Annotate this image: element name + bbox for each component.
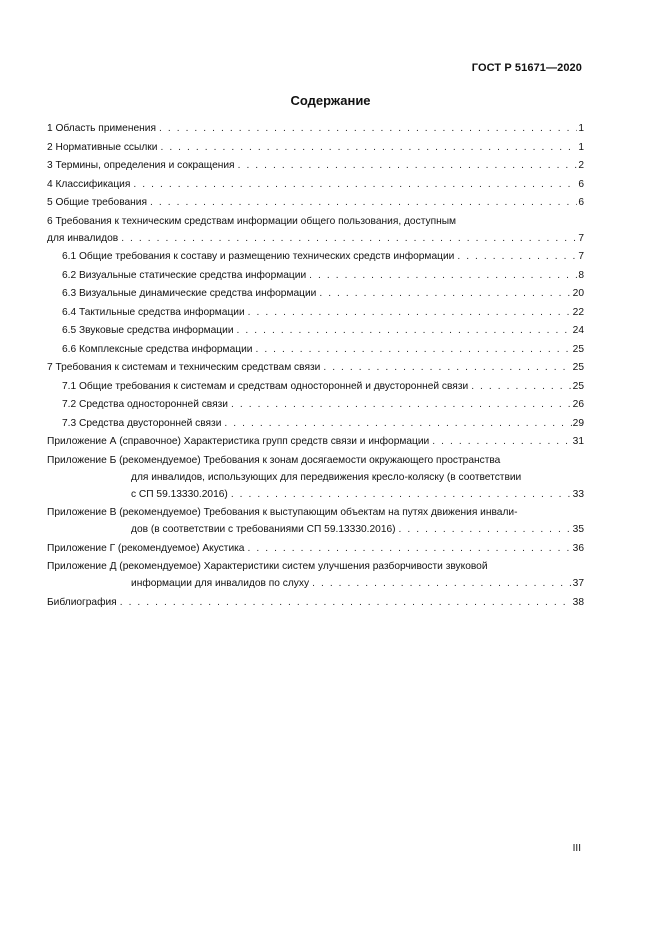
document-code: ГОСТ Р 51671—2020	[471, 62, 582, 74]
toc-entry-label-line: Приложение В (рекомендуемое) Требования к выступающим объектам на путях движения инвали-	[47, 507, 518, 518]
toc-entry-page: 7	[578, 232, 584, 244]
toc-entry[interactable]	[47, 380, 584, 394]
toc-entry-page: 31	[572, 436, 584, 447]
toc-title: Содержание	[290, 93, 371, 108]
toc-entry-label: 7.1 Общие требования к системам и средствам односторонней и двусторонней связи	[62, 380, 469, 392]
toc-entry-label-line: 6 Требования к техническим средствам информации общего пользования, доступным	[47, 215, 457, 227]
toc-entry-page: 8	[578, 269, 584, 281]
toc-entry-page: 6	[578, 197, 584, 208]
toc-entry-label: 3 Термины, определения и сокращения	[47, 160, 235, 171]
toc-entry-page: 7	[578, 251, 584, 262]
dot-leader	[457, 250, 577, 264]
toc-entry-label: 1 Область применения	[47, 123, 156, 134]
dot-leader	[159, 122, 577, 136]
toc-entry-page: 6	[578, 178, 584, 190]
toc-entry-page: 25	[572, 343, 584, 355]
toc-entry-label: 6.5 Звуковые средства информации	[62, 325, 234, 336]
dot-leader	[150, 196, 577, 210]
dot-leader	[120, 596, 572, 610]
toc-entry-page: 35	[572, 524, 584, 535]
toc-entry-label: 7.3 Средства двусторонней связи	[62, 417, 222, 429]
toc-entry[interactable]	[47, 324, 584, 338]
toc-entry-page: 37	[572, 578, 584, 589]
toc-entry[interactable]	[47, 506, 584, 537]
toc-entry-label: с СП 59.13330.2016)	[131, 488, 228, 500]
toc-entry-label: 6.2 Визуальные статические средства информации	[62, 269, 307, 281]
toc-entry-label: 6.1 Общие требования к составу и размещению технических средств информации	[62, 251, 455, 262]
toc-entry[interactable]	[47, 435, 584, 449]
dot-leader	[238, 159, 578, 173]
dot-leader	[323, 361, 571, 375]
toc-entry[interactable]	[47, 159, 584, 173]
toc-entry-page: 1	[578, 123, 584, 134]
toc-entry-page: 33	[572, 488, 584, 500]
toc-entry-page: 36	[572, 542, 584, 554]
toc-entry-label: 6.6 Комплексные средства информации	[62, 343, 253, 355]
dot-leader	[255, 343, 571, 357]
toc-entry-label-line: Приложение Б (рекомендуемое) Требования к зонам досягаемости окружающего пространства	[47, 454, 501, 466]
toc-entry[interactable]	[47, 287, 584, 301]
toc-entry-label: Библиография	[47, 596, 117, 608]
toc-entry-page: 24	[572, 325, 584, 336]
page-number: III	[572, 843, 581, 854]
toc-entry-page: 1	[578, 141, 584, 153]
dot-leader	[247, 542, 571, 556]
dot-leader	[121, 232, 577, 246]
toc-entry-label-line: Приложение Д (рекомендуемое) Характеристики систем улучшения разборчивости звуковой	[47, 561, 488, 572]
toc-entry-label: 4 Классификация	[47, 178, 131, 190]
dot-leader	[237, 324, 572, 338]
toc-entry[interactable]	[47, 122, 584, 136]
dot-leader	[160, 141, 577, 155]
dot-leader	[224, 417, 571, 431]
toc-entry[interactable]	[47, 269, 584, 283]
toc-entry-label: 7.2 Средства односторонней связи	[62, 399, 228, 410]
toc-entry[interactable]	[47, 178, 584, 192]
toc-entry-label: дов (в соответствии с требованиями СП 59.13330.2016)	[131, 524, 396, 535]
toc-entry-page: 38	[572, 596, 584, 608]
toc-entry[interactable]	[47, 361, 584, 375]
dot-leader	[133, 178, 577, 192]
dot-leader	[312, 577, 572, 591]
toc-entry-label: 6.4 Тактильные средства информации	[62, 306, 245, 318]
table-of-contents	[47, 122, 584, 610]
toc-entry-label: 5 Общие требования	[47, 197, 148, 208]
toc-entry-label: 6.3 Визуальные динамические средства информации	[62, 288, 317, 299]
toc-entry[interactable]	[47, 542, 584, 556]
dot-leader	[432, 435, 571, 449]
toc-entry[interactable]	[47, 398, 584, 412]
toc-entry[interactable]	[47, 141, 584, 155]
dot-leader	[309, 269, 577, 283]
toc-entry[interactable]	[47, 560, 584, 591]
toc-entry-label-line: для инвалидов, использующих для передвижения кресло-коляску (в соответствии	[131, 471, 522, 483]
toc-entry[interactable]	[47, 343, 584, 357]
dot-leader	[231, 398, 572, 412]
toc-entry-page: 25	[572, 380, 584, 392]
toc-entry[interactable]	[47, 417, 584, 431]
toc-entry-page: 2	[578, 160, 584, 171]
toc-entry-page: 26	[572, 399, 584, 410]
dot-leader	[399, 523, 572, 537]
toc-entry-page: 20	[572, 288, 584, 299]
toc-entry-label: Приложение Г (рекомендуемое) Акустика	[47, 542, 245, 554]
toc-entry-page: 22	[572, 306, 584, 318]
toc-entry[interactable]	[47, 454, 584, 502]
dot-leader	[231, 488, 572, 502]
toc-entry[interactable]	[47, 250, 584, 264]
toc-entry-page: 25	[572, 362, 584, 373]
toc-entry-label: 7 Требования к системам и техническим средствам связи	[47, 362, 321, 373]
toc-entry-label: 2 Нормативные ссылки	[47, 141, 158, 153]
dot-leader	[471, 380, 571, 394]
dot-leader	[248, 306, 572, 320]
toc-entry[interactable]	[47, 596, 584, 610]
toc-entry[interactable]	[47, 306, 584, 320]
toc-entry[interactable]	[47, 196, 584, 210]
toc-entry-label: Приложение А (справочное) Характеристика групп средств связи и информации	[47, 436, 430, 447]
dot-leader	[319, 287, 571, 301]
toc-entry-page: 29	[572, 417, 584, 429]
toc-entry-label: информации для инвалидов по слуху	[131, 578, 310, 589]
toc-entry[interactable]	[47, 215, 584, 246]
toc-entry-label: для инвалидов	[47, 232, 119, 244]
